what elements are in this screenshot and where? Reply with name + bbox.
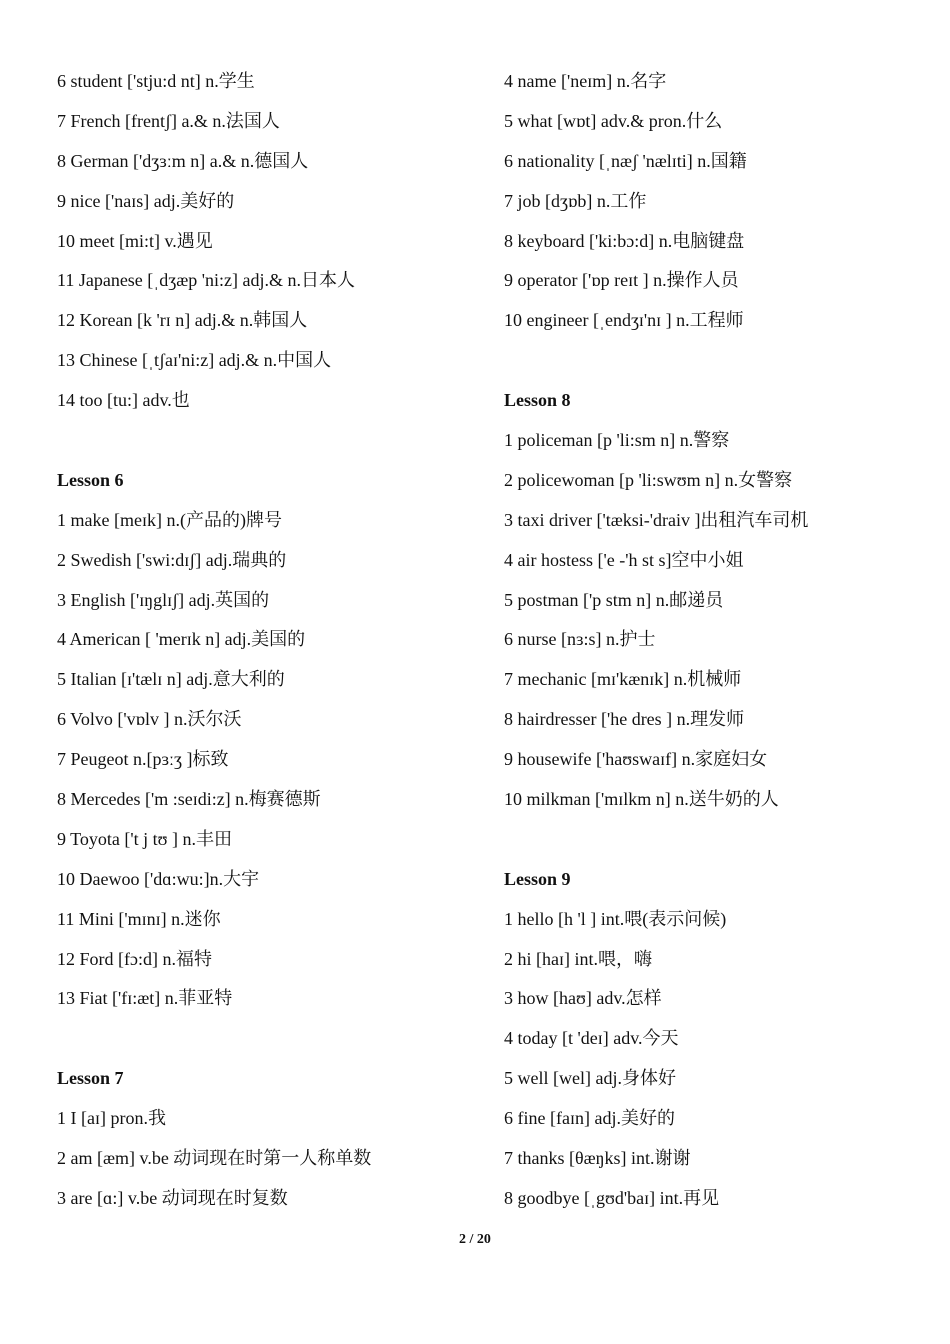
vocab-entry: 6 Volvo ['vɒlv ] n.沃尔沃 [57,709,242,730]
vocab-entry: 3 are [ɑ:] v.be 动词现在时复数 [57,1187,288,1208]
vocab-entry: 1 make [meɪk] n.(产品的)牌号 [57,509,282,530]
vocab-entry: 5 what [wɒt] adv.& pron.什么 [504,110,723,131]
vocab-entry: 2 am [æm] v.be 动词现在时第一人称单数 [57,1148,372,1169]
vocab-entry: 2 hi [haɪ] int.喂，嗨 [504,948,652,969]
vocab-entry: 8 goodbye [ˌgʊd'baɪ] int.再见 [504,1187,720,1208]
vocab-entry: 8 hairdresser ['he dres ] n.理发师 [504,709,745,730]
vocab-entry: 3 how [haʊ] adv.怎样 [504,988,662,1009]
vocab-entry: 6 fine [faɪn] adj.美好的 [504,1108,675,1129]
vocab-entry: 6 nurse [nɜ:s] n.护士 [504,629,656,650]
vocab-entry: 8 Mercedes ['m :seɪdi:z] n.梅赛德斯 [57,789,321,810]
blank-line [504,820,924,860]
vocab-entry: 10 milkman ['mɪlkm n] n.送牛奶的人 [504,789,779,810]
vocab-entry: 14 too [tu:] adv.也 [57,390,190,411]
vocab-entry: 11 Mini ['mɪnɪ] n.迷你 [57,908,221,929]
blank-line [57,421,477,461]
vocab-entry: 5 well [wel] adj.身体好 [504,1068,676,1089]
left-column [57,62,477,1219]
vocab-entry: 3 English ['ɪŋglɪʃ] adj.英国的 [57,589,270,610]
vocab-entry: 10 Daewoo ['dɑ:wu:]n.大宇 [57,868,260,889]
vocab-entry: 12 Ford [fɔ:d] n.福特 [57,948,212,969]
vocab-entry: 9 Toyota ['t j tʊ ] n.丰田 [57,828,233,849]
blank-line [504,341,924,381]
vocab-entry: 1 hello [h 'l ] int.喂(表示问候) [504,908,727,929]
vocab-entry: 9 nice ['naɪs] adj.美好的 [57,190,235,211]
blank-line [57,1019,477,1059]
lesson-heading: Lesson 7 [57,1068,124,1089]
vocab-entry: 7 job [dʒɒb] n.工作 [504,190,647,211]
vocab-entry: 4 air hostess ['e -'h st s]空中小姐 [504,549,744,570]
lesson-heading: Lesson 8 [504,390,571,411]
vocab-entry: 10 meet [mi:t] v.遇见 [57,230,213,251]
vocab-entry: 6 student ['stju:d nt] n.学生 [57,71,255,91]
vocab-entry: 7 French [frentʃ] a.& n.法国人 [57,110,280,131]
vocab-entry: 11 Japanese [ˌdʒæp 'ni:z] adj.& n.日本人 [57,270,356,291]
vocab-entry: 2 policewoman [p 'li:swʊm n] n.女警察 [504,469,793,490]
vocab-entry: 13 Fiat ['fɪ:æt] n.菲亚特 [57,988,233,1009]
vocab-entry: 12 Korean [k 'rɪ n] adj.& n.韩国人 [57,310,308,331]
vocab-entry: 1 I [aɪ] pron.我 [57,1108,166,1129]
vocab-entry: 10 engineer [ˌendʒɪ'nɪ ] n.工程师 [504,310,744,331]
lesson-heading: Lesson 6 [57,469,124,490]
vocab-entry: 4 name ['neɪm] n.名字 [504,71,667,91]
vocab-entry: 5 postman ['p stm n] n.邮递员 [504,589,724,610]
vocab-entry: 4 today [t 'deɪ] adv.今天 [504,1028,679,1049]
vocab-entry: 7 mechanic [mɪ'kænɪk] n.机械师 [504,669,742,690]
vocab-entry: 9 housewife ['haʊswaɪf] n.家庭妇女 [504,749,768,770]
lesson-heading: Lesson 9 [504,868,571,889]
right-column [504,62,924,1219]
vocab-entry: 13 Chinese [ˌtʃaɪ'ni:z] adj.& n.中国人 [57,350,332,371]
vocab-entry: 8 German ['dʒɜːm n] a.& n.德国人 [57,150,309,171]
vocab-entry: 3 taxi driver ['tæksi-'draiv ]出租汽车司机 [504,509,809,530]
vocab-entry: 4 American [ 'merɪk n] adj.美国的 [57,629,306,650]
vocab-entry: 5 Italian [ɪ'tælɪ n] adj.意大利的 [57,669,285,690]
vocab-entry: 7 Peugeot n.[pɜːʒ ]标致 [57,749,229,770]
vocab-entry: 1 policeman [p 'li:sm n] n.警察 [504,430,730,451]
vocab-entry: 8 keyboard ['ki:bɔ:d] n.电脑键盘 [504,230,745,251]
vocab-entry: 6 nationality [ˌnæʃ 'nælɪti] n.国籍 [504,150,747,171]
vocab-entry: 7 thanks [θæŋks] int.谢谢 [504,1148,691,1169]
vocab-entry: 9 operator ['ɒp reɪt ] n.操作人员 [504,270,739,291]
page-number: 2 / 20 [459,1232,491,1247]
vocab-entry: 2 Swedish ['swi:dɪʃ] adj.瑞典的 [57,549,287,570]
